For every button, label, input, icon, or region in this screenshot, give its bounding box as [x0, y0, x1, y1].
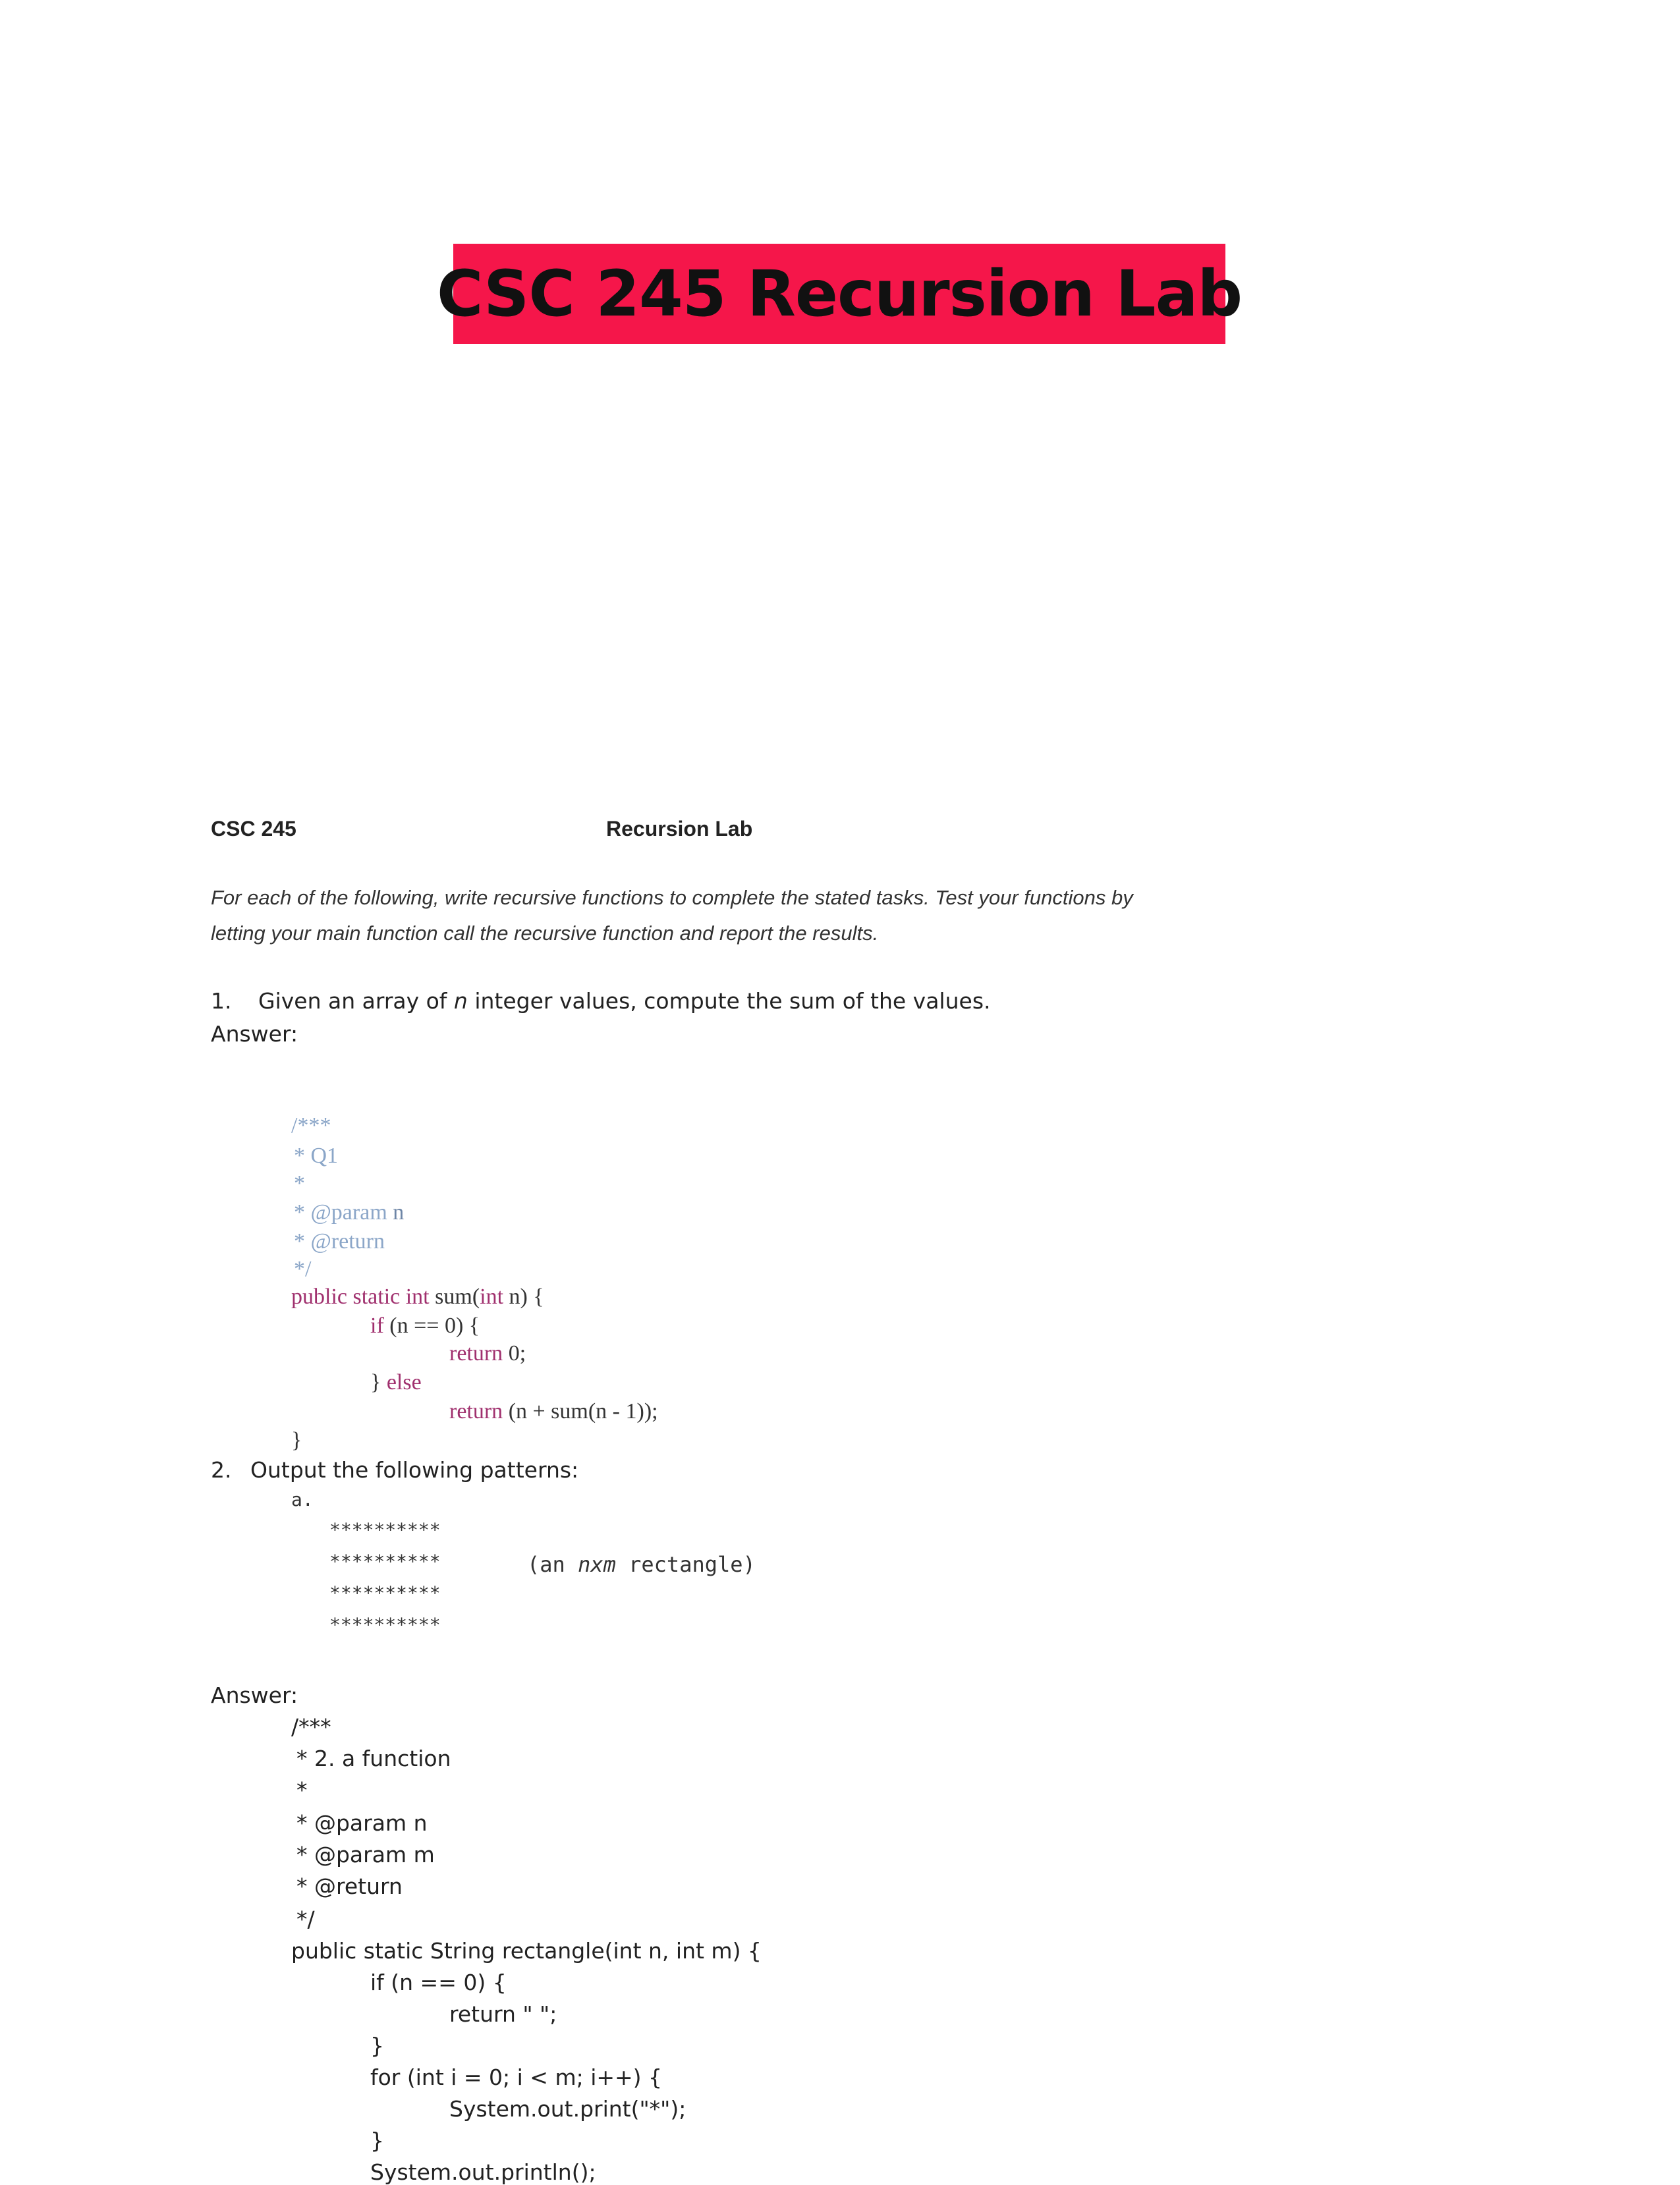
q1-param-tag: * @param: [294, 1200, 387, 1225]
q1-code-line: * Q1: [294, 1144, 339, 1168]
q1-param-name: n: [387, 1200, 405, 1225]
q2-code-line: * @param m: [296, 1842, 435, 1867]
q2-code-signature: public static String rectangle(int n, int m) {: [291, 1938, 762, 1964]
header-lab: Recursion Lab: [606, 817, 753, 841]
q1-text-post: integer values, compute the sum of the values.: [467, 988, 991, 1014]
pattern-note-pre: (an: [527, 1552, 578, 1577]
q2-code-line: */: [296, 1906, 315, 1932]
q1-code-line: *: [294, 1171, 305, 1196]
pattern-row: **********: [329, 1519, 441, 1541]
q1-text-pre: Given an array of: [258, 988, 454, 1014]
pattern-row: **********: [329, 1582, 441, 1604]
q1-number: 1.: [211, 988, 232, 1014]
keyword: public static int: [291, 1285, 430, 1309]
q1-code-line: }: [291, 1428, 302, 1452]
q1-code-line: /***: [291, 1113, 331, 1138]
q2-code-line: }: [370, 2128, 384, 2153]
document-title: CSC 245 Recursion Lab: [436, 257, 1243, 331]
intro-line-2: letting your main function call the recursive function and report the results.: [211, 922, 879, 945]
keyword: int: [480, 1285, 504, 1309]
q2-code-line: * @return: [296, 1873, 403, 1899]
keyword: else: [386, 1370, 422, 1395]
q2-code-line: return " ";: [449, 2001, 557, 2027]
q1-text: [258, 988, 991, 1014]
pattern-note-var: nxm: [578, 1552, 616, 1577]
q2-code-line: }: [370, 2033, 384, 2059]
q1-code-return-sum: [449, 1399, 658, 1424]
q2-code-line: if (n == 0) {: [370, 1970, 507, 1995]
q2-code-line: * 2. a function: [296, 1746, 451, 1771]
q1-code-line: [294, 1200, 404, 1225]
keyword: if: [370, 1314, 384, 1338]
q2-sub-label: a.: [291, 1489, 314, 1510]
code-text: }: [370, 1370, 387, 1395]
q1-code-line: */: [294, 1257, 312, 1281]
q1-text-var: n: [453, 988, 468, 1014]
code-text: (n + sum(n - 1));: [503, 1399, 658, 1424]
q1-code-if: [370, 1314, 480, 1339]
q2-code-line: for (int i = 0; i < m; i++) {: [370, 2064, 663, 2090]
q1-answer-label: Answer:: [211, 1021, 298, 1047]
pattern-note: [527, 1552, 756, 1577]
code-text: n) {: [503, 1285, 544, 1309]
q2-text: Output the following patterns:: [250, 1457, 579, 1483]
q1-code-return-0: [449, 1341, 526, 1366]
code-text: (n == 0) {: [383, 1314, 480, 1338]
q2-code-line: System.out.print("*");: [449, 2096, 686, 2122]
code-text: sum(: [429, 1285, 480, 1309]
intro-line-1: For each of the following, write recursive functions to complete the stated tasks. Test your functions by: [211, 886, 1133, 909]
keyword: return: [449, 1399, 503, 1424]
q1-code-else: [370, 1370, 422, 1395]
q2-code-line: *: [296, 1777, 308, 1803]
pattern-note-post: rectangle): [615, 1552, 756, 1577]
q1-code-signature: [291, 1285, 544, 1310]
header-course: CSC 245: [211, 817, 296, 841]
code-text: 0;: [503, 1341, 526, 1366]
pattern-row: **********: [329, 1551, 441, 1572]
q2-number: 2.: [211, 1457, 232, 1483]
q2-code-line: * @param n: [296, 1810, 428, 1836]
q1-code-line: * @return: [294, 1229, 385, 1254]
pattern-row: **********: [329, 1614, 441, 1636]
keyword: return: [449, 1341, 503, 1366]
q2-code-line: /***: [291, 1714, 331, 1740]
intro-text: [211, 880, 1133, 951]
title-banner: [436, 244, 1243, 344]
q2-answer-label: Answer:: [211, 1682, 298, 1708]
q2-code-line: System.out.println();: [370, 2159, 596, 2185]
